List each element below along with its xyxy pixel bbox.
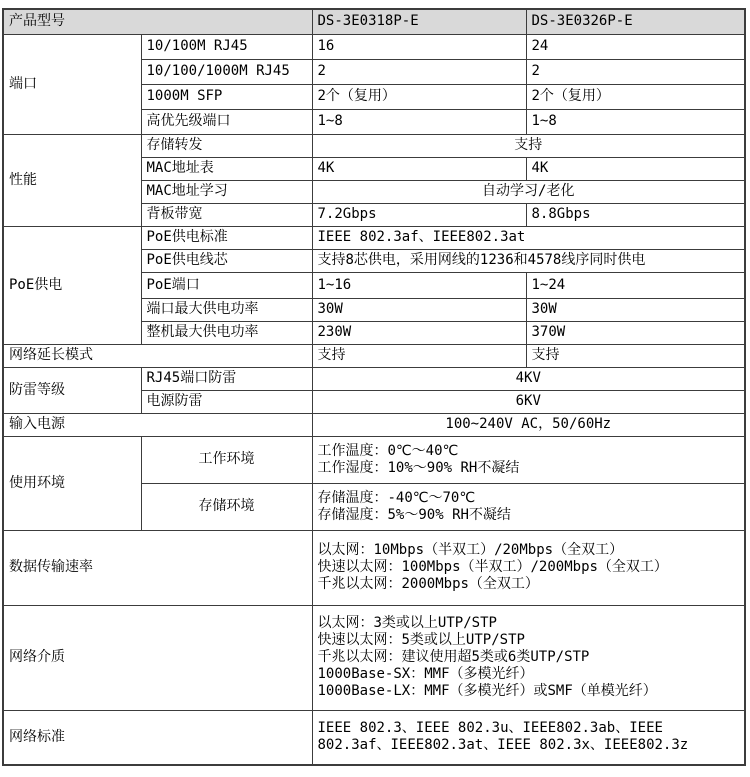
- value-cell-merged: 自动学习/老化: [312, 180, 745, 203]
- row-label: MAC地址表: [141, 157, 312, 180]
- header-model-1: DS-3E0318P-E: [312, 9, 526, 34]
- value-line: 存储湿度：5%～90% RH不凝结: [317, 506, 511, 523]
- value-cell-merged: [312, 530, 745, 605]
- row-label: 整机最大供电功率: [141, 321, 312, 344]
- row-label: 工作环境: [141, 436, 312, 483]
- value-cell: 8.8Gbps: [526, 203, 745, 226]
- header-row: [3, 9, 745, 34]
- table-row: [3, 413, 745, 436]
- row-label-power-input: 输入电源: [3, 413, 312, 436]
- group-label-environment: 使用环境: [3, 436, 141, 530]
- row-label: 10/100/1000M RJ45: [141, 59, 312, 84]
- value-cell-merged: 支持8芯供电，采用网线的1236和4578线序同时供电: [312, 249, 745, 272]
- value-cell: 2: [312, 59, 526, 84]
- row-label: 电源防雷: [141, 390, 312, 413]
- value-cell: 2个（复用）: [312, 84, 526, 109]
- row-label: 存储转发: [141, 134, 312, 157]
- value-cell: 4K: [312, 157, 526, 180]
- value-line: 千兆以太网：建议使用超5类或6类UTP/STP: [317, 649, 590, 665]
- value-cell: 2个（复用）: [526, 84, 745, 109]
- row-label-standards: 网络标准: [3, 710, 312, 765]
- value-line: 1000Base-SX：MMF（多模光纤）: [317, 666, 534, 682]
- value-cell: 2: [526, 59, 745, 84]
- row-label: MAC地址学习: [141, 180, 312, 203]
- value-line: 以太网：10Mbps（半双工）/20Mbps（全双工）: [317, 542, 624, 558]
- value-cell-merged: 6KV: [312, 390, 745, 413]
- row-label-media: 网络介质: [3, 605, 312, 710]
- header-model-2: DS-3E0326P-E: [526, 9, 745, 34]
- value-cell: 230W: [312, 321, 526, 344]
- table-row: [3, 134, 745, 157]
- value-cell: 24: [526, 34, 745, 59]
- value-cell-merged: [312, 483, 745, 530]
- value-line: 存储温度：-40℃～70℃: [317, 489, 476, 506]
- value-cell-merged: IEEE 802.3af、IEEE802.3at: [312, 226, 745, 249]
- value-cell: 1~8: [312, 109, 526, 134]
- value-cell: 1~16: [312, 272, 526, 298]
- value-line: 1000Base-LX：MMF（多模光纤）或SMF（单模光纤）: [317, 683, 657, 699]
- table-row: [3, 226, 745, 249]
- row-label: 高优先级端口: [141, 109, 312, 134]
- row-label: 背板带宽: [141, 203, 312, 226]
- value-cell-merged: 4KV: [312, 367, 745, 390]
- value-line: 工作湿度：10%～90% RH不凝结: [317, 459, 520, 476]
- row-label-data-rate: 数据传输速率: [3, 530, 312, 605]
- group-label-port: 端口: [3, 34, 141, 134]
- value-cell: 30W: [312, 298, 526, 321]
- value-cell-merged: [312, 605, 745, 710]
- value-cell: 7.2Gbps: [312, 203, 526, 226]
- table-row: [3, 367, 745, 390]
- table-row: [3, 530, 745, 605]
- value-cell: 30W: [526, 298, 745, 321]
- table-row: [3, 436, 745, 483]
- table-row: [3, 605, 745, 710]
- value-cell-merged: 支持: [312, 134, 745, 157]
- header-product-model-label: 产品型号: [3, 9, 312, 34]
- group-label-performance: 性能: [3, 134, 141, 226]
- spec-table: [2, 8, 746, 766]
- value-line: 工作温度：0℃～40℃: [317, 442, 459, 459]
- row-label: PoE供电标准: [141, 226, 312, 249]
- value-cell-merged: [312, 436, 745, 483]
- group-label-poe: PoE供电: [3, 226, 141, 344]
- value-cell: 支持: [312, 344, 526, 367]
- value-line: 以太网：3类或以上UTP/STP: [317, 615, 497, 631]
- value-cell: 16: [312, 34, 526, 59]
- table-row: [3, 34, 745, 59]
- row-label-extend-mode: 网络延长模式: [3, 344, 312, 367]
- value-cell: 支持: [526, 344, 745, 367]
- row-label: PoE供电线芯: [141, 249, 312, 272]
- value-line: 快速以太网：5类或以上UTP/STP: [317, 632, 525, 648]
- table-row: [3, 710, 745, 765]
- value-cell: 1~24: [526, 272, 745, 298]
- value-line: 千兆以太网：2000Mbps（全双工）: [317, 576, 539, 592]
- row-label: PoE端口: [141, 272, 312, 298]
- row-label: 1000M SFP: [141, 84, 312, 109]
- table-row: [3, 344, 745, 367]
- value-cell: 1~8: [526, 109, 745, 134]
- row-label: 端口最大供电功率: [141, 298, 312, 321]
- value-line: 快速以太网：100Mbps（半双工）/200Mbps（全双工）: [317, 559, 668, 575]
- value-cell: 4K: [526, 157, 745, 180]
- value-cell: 370W: [526, 321, 745, 344]
- row-label: 存储环境: [141, 483, 312, 530]
- row-label: RJ45端口防雷: [141, 367, 312, 390]
- row-label: 10/100M RJ45: [141, 34, 312, 59]
- value-cell-merged: IEEE 802.3、IEEE 802.3u、IEEE802.3ab、IEEE 802.3af、IEEE802.3at、IEEE 802.3x、IEEE802.3z: [312, 710, 745, 765]
- group-label-lightning: 防雷等级: [3, 367, 141, 413]
- value-cell-merged: 100~240V AC，50/60Hz: [312, 413, 745, 436]
